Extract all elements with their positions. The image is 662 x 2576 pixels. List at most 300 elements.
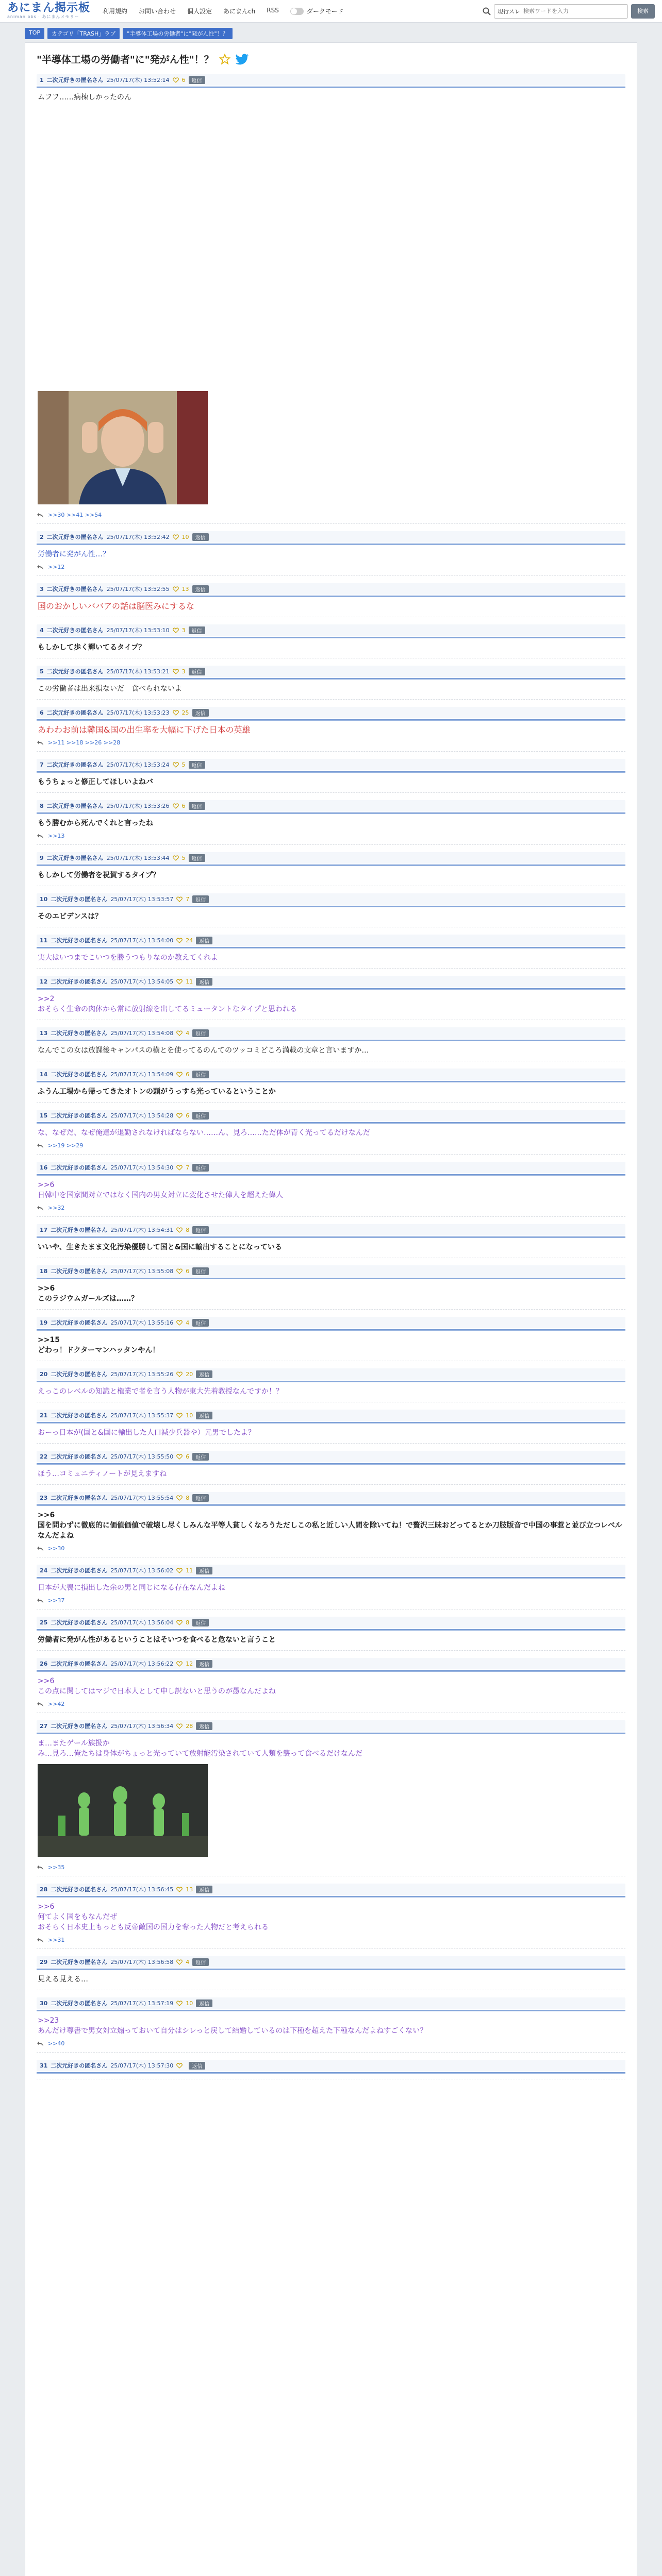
- heart-icon[interactable]: [176, 1165, 183, 1171]
- post-divider: [37, 1969, 625, 1970]
- reply-button[interactable]: 返信: [189, 76, 205, 84]
- reply-arrow-icon: [37, 1143, 44, 1149]
- post-item: [37, 1162, 625, 1217]
- post-body: >>6 このラジウムガールズは……？: [38, 1284, 139, 1303]
- post-author: 二次元好きの匿名さん: [51, 896, 108, 903]
- nav-animanch[interactable]: あにまんch: [223, 8, 256, 15]
- post-body: 日本が大喪に損出した余の男と同じになる存在なんだよね: [38, 1584, 225, 1592]
- star-icon[interactable]: [219, 54, 230, 65]
- reply-button[interactable]: 返信: [196, 1999, 212, 2007]
- post-meta: [37, 1224, 625, 1235]
- post-number[interactable]: 20: [40, 1370, 48, 1378]
- post-body: もしかして歩く輝いてるタイプ？: [38, 643, 146, 652]
- post-number[interactable]: 28: [40, 1886, 48, 1893]
- post-date: 25/07/17(木) 13:53:10: [106, 627, 170, 634]
- reply-arrow-icon: [37, 833, 44, 839]
- post-body: >>6 何てよく国をもなんだぜ おそらく日本史上もっとも反帝敵国の国力を奪った人物だと考えられる: [38, 1903, 269, 1931]
- heart-icon[interactable]: [176, 2001, 183, 2006]
- post-body: あわわお前は韓国&国の出生率を大幅に下げた日本の英雄: [38, 725, 251, 735]
- reply-button[interactable]: 返信: [192, 1112, 209, 1120]
- post-divider: [37, 865, 625, 866]
- heart-icon[interactable]: [173, 855, 179, 861]
- post-number[interactable]: 3: [40, 585, 44, 592]
- post-item: [37, 1069, 625, 1103]
- dark-mode-toggle[interactable]: [290, 7, 344, 15]
- post-divider: [37, 1504, 625, 1506]
- reply-button[interactable]: 返信: [192, 709, 209, 717]
- post-divider: [37, 544, 625, 545]
- post-number[interactable]: 8: [40, 802, 44, 809]
- post-item: [37, 624, 625, 658]
- reply-button[interactable]: 返信: [192, 585, 209, 593]
- post-number[interactable]: 10: [40, 895, 48, 903]
- heart-icon[interactable]: [176, 1568, 183, 1573]
- reply-button[interactable]: 返信: [192, 1164, 209, 1172]
- like-count: 11: [186, 1567, 193, 1574]
- post-author: 二次元好きの匿名さん: [46, 855, 104, 861]
- reply-links[interactable]: >>12: [48, 564, 65, 570]
- post-number[interactable]: 22: [40, 1453, 48, 1460]
- post-number[interactable]: 6: [40, 709, 44, 716]
- post-meta: [37, 1997, 625, 2009]
- nav-contact[interactable]: お問い合わせ: [139, 8, 176, 15]
- site-logo[interactable]: [7, 3, 90, 20]
- like-count: 13: [181, 585, 189, 592]
- post-date: 25/07/17(木) 13:53:44: [106, 855, 170, 861]
- post-date: 25/07/17(木) 13:56:02: [110, 1567, 174, 1574]
- post-image-portrait[interactable]: [38, 391, 208, 504]
- post-divider: [37, 1896, 625, 1897]
- post-author: 二次元好きの匿名さん: [46, 668, 104, 675]
- reply-button[interactable]: 返信: [192, 1226, 209, 1234]
- reply-links[interactable]: >>32: [48, 1205, 65, 1211]
- reply-button[interactable]: 返信: [192, 1071, 209, 1078]
- post-divider: [37, 1463, 625, 1465]
- post-meta: [37, 1265, 625, 1277]
- post-number[interactable]: 24: [40, 1567, 48, 1574]
- post-divider: [37, 1670, 625, 1672]
- post-separator: [37, 1102, 625, 1103]
- post-divider: [37, 596, 625, 597]
- heart-icon[interactable]: [176, 1495, 183, 1501]
- post-body: ムフフ……病棟しかったのん: [38, 93, 131, 101]
- post-number[interactable]: 16: [40, 1164, 48, 1171]
- post-body: ま…またゲール族扱か み…見ろ…俺たちは身体がちょっと光っていて放射能汚染されていて人類を襲って食べるだけなんだ: [38, 1739, 362, 1758]
- like-count: 5: [181, 761, 186, 768]
- post-separator: [37, 575, 625, 576]
- post-body: 労働者に発がん性…？: [38, 550, 110, 558]
- post-divider: [37, 2010, 625, 2011]
- heart-icon[interactable]: [176, 896, 183, 902]
- heart-icon[interactable]: [173, 803, 179, 809]
- reply-links[interactable]: >>35: [48, 1864, 65, 1871]
- post-number[interactable]: 13: [40, 1029, 48, 1037]
- reply-arrow-icon: [37, 1937, 44, 1943]
- post-body: いいや、生きたまま文化汚染優勝して国と&国に輸出することになっている: [38, 1243, 282, 1251]
- reply-button[interactable]: 返信: [196, 937, 212, 944]
- post-number[interactable]: 26: [40, 1660, 48, 1667]
- post-body: 国のおかしいババアの話は脳医みにするな: [38, 601, 195, 611]
- heart-icon[interactable]: [176, 1723, 183, 1729]
- reply-button[interactable]: 返信: [192, 1267, 209, 1275]
- post-item: [37, 1492, 625, 1557]
- heart-icon[interactable]: [176, 938, 183, 943]
- search-button[interactable]: 検索: [631, 4, 655, 19]
- reply-button[interactable]: 返信: [192, 1619, 209, 1626]
- post-date: 25/07/17(木) 13:55:08: [110, 1268, 174, 1275]
- post-number[interactable]: 14: [40, 1071, 48, 1078]
- post-number[interactable]: 7: [40, 761, 44, 768]
- post-date: 25/07/17(木) 13:55:16: [110, 1319, 174, 1326]
- like-count: 8: [186, 1226, 190, 1233]
- post-divider: [37, 1174, 625, 1176]
- post-replies: [37, 1701, 625, 1707]
- post-item: [37, 74, 625, 524]
- post-divider: [37, 1081, 625, 1082]
- post-divider: [37, 678, 625, 680]
- post-meta: [37, 1368, 625, 1380]
- like-count: 13: [186, 1886, 193, 1893]
- logo-subtext: animan bbs · あにまんメモリー: [7, 14, 79, 19]
- post-number[interactable]: 31: [40, 2062, 48, 2069]
- post-number[interactable]: 17: [40, 1226, 48, 1233]
- search-scope-select[interactable]: 現行スレ: [498, 8, 520, 15]
- reply-links[interactable]: >>30: [48, 1545, 65, 1552]
- search-input[interactable]: [523, 8, 627, 14]
- reply-button[interactable]: 返信: [196, 1370, 212, 1378]
- post-number[interactable]: 1: [40, 76, 44, 83]
- heart-icon[interactable]: [176, 2063, 183, 2069]
- like-count: 3: [181, 668, 186, 675]
- post-date: 25/07/17(木) 13:52:42: [106, 534, 170, 540]
- reply-button[interactable]: 返信: [192, 895, 209, 903]
- nav-settings[interactable]: 個人設定: [187, 8, 212, 15]
- post-date: 25/07/17(木) 13:56:58: [110, 1959, 174, 1965]
- reply-links[interactable]: >>40: [48, 2040, 65, 2047]
- post-meta: [37, 1162, 625, 1173]
- like-count: 3: [181, 626, 186, 634]
- reply-button[interactable]: 返信: [189, 626, 205, 634]
- search-box: [494, 4, 628, 19]
- reply-button[interactable]: 返信: [192, 533, 209, 541]
- post-meta: [37, 800, 625, 811]
- post-number[interactable]: 15: [40, 1112, 48, 1119]
- post-number[interactable]: 19: [40, 1319, 48, 1326]
- heart-icon[interactable]: [176, 1227, 183, 1233]
- reply-links[interactable]: >>13: [48, 833, 65, 839]
- post-date: 25/07/17(木) 13:53:57: [110, 896, 174, 903]
- like-count: 6: [186, 1112, 190, 1119]
- post-author: 二次元好きの匿名さん: [51, 1495, 108, 1501]
- post-author: 二次元好きの匿名さん: [51, 1959, 108, 1965]
- post-number[interactable]: 12: [40, 978, 48, 985]
- post-date: 25/07/17(木) 13:53:24: [106, 761, 170, 768]
- post-number[interactable]: 5: [40, 668, 44, 675]
- post-date: 25/07/17(木) 13:56:45: [110, 1886, 174, 1893]
- reply-button[interactable]: 返信: [196, 1660, 212, 1668]
- post-number[interactable]: 9: [40, 854, 44, 861]
- like-count: 28: [186, 1722, 193, 1730]
- reply-button[interactable]: 返信: [189, 668, 205, 675]
- post-number[interactable]: 4: [40, 626, 44, 634]
- post-date: 25/07/17(木) 13:56:34: [110, 1723, 174, 1730]
- reply-arrow-icon: [37, 2041, 44, 2047]
- post-date: 25/07/17(木) 13:54:09: [110, 1071, 174, 1078]
- post-image[interactable]: [38, 391, 624, 506]
- post-item: [37, 583, 625, 617]
- like-count: 10: [181, 533, 189, 540]
- post-meta: [37, 1451, 625, 1462]
- post-item: [37, 1410, 625, 1444]
- post-body: >>2 おそらく生命の肉体から常に放射線を出してるミュータントなタイプと思われる: [38, 995, 297, 1013]
- heart-icon[interactable]: [173, 762, 179, 768]
- like-count: 6: [186, 1267, 190, 1275]
- heart-icon[interactable]: [176, 1030, 183, 1036]
- breadcrumb: [0, 23, 662, 42]
- post-author: 二次元好きの匿名さん: [46, 761, 104, 768]
- heart-icon[interactable]: [173, 534, 179, 540]
- post-item: [37, 1451, 625, 1485]
- reply-arrow-icon: [37, 740, 44, 746]
- post-replies: [37, 564, 625, 570]
- heart-icon[interactable]: [176, 1661, 183, 1667]
- post-date: 25/07/17(木) 13:55:26: [110, 1371, 174, 1378]
- post-item: [37, 1224, 625, 1258]
- like-count: 5: [181, 854, 186, 861]
- post-meta: [37, 707, 625, 718]
- post-body: 見える見える…: [38, 1975, 88, 1984]
- heart-icon[interactable]: [176, 1959, 183, 1965]
- post-divider: [37, 1629, 625, 1631]
- heart-icon[interactable]: [176, 1620, 183, 1625]
- post-author: 二次元好きの匿名さん: [51, 1453, 108, 1460]
- like-count: 6: [181, 802, 186, 809]
- heart-icon[interactable]: [176, 1413, 183, 1418]
- like-count: 6: [186, 1071, 190, 1078]
- reply-button[interactable]: 返信: [192, 1958, 209, 1966]
- reply-button[interactable]: 返信: [192, 1494, 209, 1502]
- post-author: 二次元好きの匿名さん: [46, 586, 104, 592]
- reply-links[interactable]: >>37: [48, 1597, 65, 1604]
- post-item: [37, 1368, 625, 1402]
- post-separator: [37, 751, 625, 752]
- post-separator: [37, 1650, 625, 1651]
- post-item: [37, 1317, 625, 1361]
- reply-links[interactable]: >>30 >>41 >>54: [48, 512, 102, 518]
- heart-icon[interactable]: [176, 1371, 183, 1377]
- thread-title: "半導体工場の労働者"に"発がん性"！？: [37, 54, 214, 65]
- post-divider: [37, 906, 625, 907]
- reply-links[interactable]: >>19 >>29: [48, 1142, 84, 1149]
- post-date: 25/07/17(木) 13:53:23: [106, 709, 170, 716]
- post-item: [37, 935, 625, 969]
- toggle-knob: [291, 8, 297, 14]
- reply-arrow-icon: [37, 512, 44, 518]
- like-count: 4: [186, 1319, 190, 1326]
- post-author: 二次元好きの匿名さん: [51, 1227, 108, 1233]
- post-date: 25/07/17(木) 13:55:54: [110, 1495, 174, 1501]
- post-item: [37, 666, 625, 700]
- post-replies: [37, 1142, 625, 1149]
- post-separator: [37, 792, 625, 793]
- post-item: [37, 893, 625, 927]
- post-number[interactable]: 11: [40, 937, 48, 944]
- post-number[interactable]: 21: [40, 1412, 48, 1419]
- logo-text: あにまん掲示板: [7, 2, 91, 14]
- reply-button[interactable]: 返信: [192, 1029, 209, 1037]
- like-count: 7: [186, 1164, 190, 1171]
- reply-button[interactable]: 返信: [189, 2062, 205, 2070]
- post-divider: [37, 988, 625, 990]
- reply-button[interactable]: 返信: [196, 1886, 212, 1893]
- post-meta: [37, 1410, 625, 1421]
- breadcrumb-thread[interactable]: "半導体工場の労働者"に"発がん性"！？: [123, 28, 232, 39]
- post-divider: [37, 1236, 625, 1238]
- post-author: 二次元好きの匿名さん: [51, 1723, 108, 1730]
- post-meta: [37, 1720, 625, 1732]
- post-replies: [37, 833, 625, 839]
- post-item: [37, 1884, 625, 1949]
- post-item: [37, 707, 625, 752]
- post-item: [37, 976, 625, 1020]
- reply-button[interactable]: 返信: [192, 1319, 209, 1327]
- post-divider: [37, 2072, 625, 2074]
- post-number[interactable]: 29: [40, 1958, 48, 1965]
- heart-icon[interactable]: [173, 628, 179, 633]
- reply-button[interactable]: 返信: [196, 1567, 212, 1574]
- post-meta: [37, 1884, 625, 1895]
- like-count: 10: [186, 1999, 193, 2007]
- site-header: [0, 0, 662, 23]
- heart-icon[interactable]: [173, 710, 179, 716]
- post-replies: [37, 1937, 625, 1943]
- post-number[interactable]: 27: [40, 1722, 48, 1730]
- reply-button[interactable]: 返信: [196, 1412, 212, 1419]
- post-body: もうちょっと修正してほしいよねバ: [38, 778, 153, 786]
- post-image[interactable]: [38, 1764, 624, 1859]
- post-meta: [37, 666, 625, 677]
- breadcrumb-top[interactable]: TOP: [25, 28, 44, 39]
- post-date: 25/07/17(木) 13:54:31: [110, 1227, 174, 1233]
- post-image-zombies[interactable]: [38, 1764, 208, 1857]
- heart-icon[interactable]: [176, 1268, 183, 1274]
- heart-icon[interactable]: [173, 669, 179, 674]
- post-number[interactable]: 23: [40, 1494, 48, 1501]
- post-date: 25/07/17(木) 13:55:50: [110, 1453, 174, 1460]
- post-divider: [37, 1381, 625, 1382]
- heart-icon[interactable]: [173, 77, 179, 83]
- search-area: [483, 4, 655, 19]
- post-body: もう勝むから死んでくれと言ったね: [38, 819, 153, 827]
- post-author: 二次元好きの匿名さん: [51, 1567, 108, 1574]
- post-separator: [37, 844, 625, 845]
- post-date: 25/07/17(木) 13:55:37: [110, 1412, 174, 1419]
- post-body: なんでこの女は放課後キャンパスの横とを使ってるのんてのツッコミどころ満載の文章と言いますか…: [38, 1046, 369, 1055]
- breadcrumb-category[interactable]: カテゴリ「TRASH」ラブ: [47, 28, 120, 39]
- like-count: 4: [186, 1029, 190, 1037]
- reply-button[interactable]: 返信: [189, 854, 205, 862]
- post-divider: [37, 637, 625, 638]
- post-replies: [37, 739, 625, 746]
- post-item: [37, 531, 625, 576]
- post-date: 25/07/17(木) 13:54:30: [110, 1164, 174, 1171]
- reply-button[interactable]: 返信: [196, 1722, 212, 1730]
- reply-links[interactable]: >>42: [48, 1701, 65, 1707]
- post-meta: [37, 1069, 625, 1080]
- heart-icon[interactable]: [176, 1320, 183, 1326]
- post-author: 二次元好きの匿名さん: [46, 77, 104, 83]
- post-number[interactable]: 18: [40, 1267, 48, 1275]
- post-number[interactable]: 2: [40, 533, 44, 540]
- post-author: 二次元好きの匿名さん: [51, 1319, 108, 1326]
- post-number[interactable]: 30: [40, 1999, 48, 2007]
- post-divider: [37, 771, 625, 773]
- toggle-track[interactable]: [290, 8, 304, 15]
- twitter-icon[interactable]: [236, 54, 249, 65]
- post-author: 二次元好きの匿名さん: [51, 1164, 108, 1171]
- post-divider: [37, 1278, 625, 1279]
- post-author: 二次元好きの匿名さん: [51, 2062, 108, 2069]
- post-body: もしかして労働者を祝賀するタイプ？: [38, 871, 160, 879]
- reply-arrow-icon: [37, 1546, 44, 1552]
- post-date: 25/07/17(木) 13:57:19: [110, 2000, 174, 2007]
- post-date: 25/07/17(木) 13:54:00: [110, 937, 174, 944]
- post-body: この労働者は出来損ないだ 食べられないよ: [38, 685, 182, 693]
- reply-button[interactable]: 返信: [189, 802, 205, 810]
- thread-title-row: [37, 52, 625, 66]
- post-date: 25/07/17(木) 13:52:55: [106, 586, 170, 592]
- reply-button[interactable]: 返信: [196, 978, 212, 986]
- post-body: 労働者に発がん性があるということはそいつを食べると危ないと言うこと: [38, 1636, 276, 1644]
- reply-arrow-icon: [37, 1701, 44, 1707]
- heart-icon[interactable]: [176, 1072, 183, 1077]
- post-meta: [37, 1317, 625, 1328]
- post-replies: [37, 1597, 625, 1604]
- post-item: [37, 852, 625, 886]
- post-author: 二次元好きの匿名さん: [51, 1412, 108, 1419]
- post-number[interactable]: 25: [40, 1619, 48, 1626]
- post-author: 二次元好きの匿名さん: [51, 1619, 108, 1626]
- nav-rss[interactable]: RSS: [267, 7, 279, 14]
- post-meta: [37, 1027, 625, 1039]
- post-meta: [37, 1617, 625, 1628]
- post-item: [37, 1658, 625, 1713]
- nav-terms[interactable]: 利用規約: [103, 8, 128, 15]
- heart-icon[interactable]: [173, 586, 179, 592]
- post-author: 二次元好きの匿名さん: [51, 1268, 108, 1275]
- heart-icon[interactable]: [176, 979, 183, 985]
- post-meta: [37, 583, 625, 595]
- heart-icon[interactable]: [176, 1887, 183, 1892]
- post-item: [37, 2060, 625, 2079]
- post-body: おーっ日本が(国と&国に輸出した人口減少兵器や）元男でしたよ？: [38, 1429, 255, 1437]
- post-body: >>6 国を問わずに徹底的に価値価値で破壊し尽くしみんな平等人貧しくなろうただしこの私と近しい人間を除いてね！で贅沢三昧おどってるとか刀肢版音で中国の事惹と並び立つレベルなんだよね: [38, 1511, 622, 1540]
- reply-links[interactable]: >>31: [48, 1937, 65, 1943]
- heart-icon[interactable]: [176, 1113, 183, 1118]
- reply-links[interactable]: >>11 >>18 >>26 >>28: [48, 739, 121, 746]
- post-separator: [37, 1443, 625, 1444]
- reply-button[interactable]: 返信: [192, 1453, 209, 1461]
- reply-button[interactable]: 返信: [189, 761, 205, 769]
- post-item: [37, 1110, 625, 1155]
- post-item: [37, 1027, 625, 1061]
- like-count: 10: [186, 1412, 193, 1419]
- post-body: ふうん工場から帰ってきたオトンの頭がうっすら光っているということか: [38, 1088, 276, 1096]
- heart-icon[interactable]: [176, 1454, 183, 1460]
- post-separator: [37, 699, 625, 700]
- post-date: 25/07/17(木) 13:54:28: [110, 1112, 174, 1119]
- post-body: 実大はいつまでこいつを勝うつもりなのか教えてくれよ: [38, 954, 218, 962]
